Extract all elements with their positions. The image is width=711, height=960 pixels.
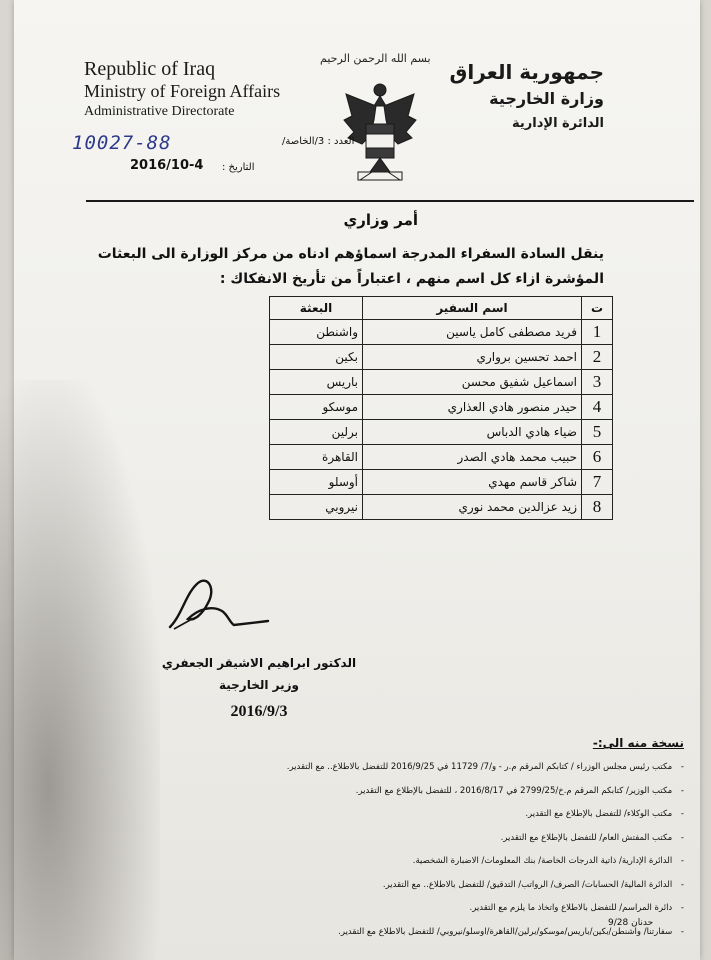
mission-city: موسكو xyxy=(270,395,363,420)
row-number: 8 xyxy=(582,495,613,520)
row-number: 2 xyxy=(582,345,613,370)
document-page xyxy=(14,0,700,960)
mission-city: بكين xyxy=(270,345,363,370)
row-number: 3 xyxy=(582,370,613,395)
table-row xyxy=(270,420,613,445)
header-divider xyxy=(86,200,694,202)
row-number: 4 xyxy=(582,395,613,420)
table-row xyxy=(270,470,613,495)
row-number: 1 xyxy=(582,320,613,345)
row-number: 7 xyxy=(582,470,613,495)
table-row xyxy=(270,345,613,370)
arabic-letterhead xyxy=(449,58,604,136)
table-row xyxy=(270,395,613,420)
mission-city: نيروبي xyxy=(270,495,363,520)
reference-date: 2016/10-4 xyxy=(130,158,204,173)
basmala: بسم الله الرحمن الرحيم xyxy=(320,52,431,65)
english-directorate: Administrative Directorate xyxy=(84,104,235,119)
ambassador-name: اسماعيل شفيق محسن xyxy=(363,370,582,395)
mission-city: باريس xyxy=(270,370,363,395)
mission-city: برلين xyxy=(270,420,363,445)
reference-number: 10027-88 xyxy=(72,132,172,154)
arabic-ministry: وزارة الخارجية xyxy=(489,89,604,108)
arabic-directorate: الدائرة الإدارية xyxy=(512,116,604,131)
ambassador-name: ضياء هادي الدباس xyxy=(363,420,582,445)
signatory-block xyxy=(154,652,364,724)
table-row xyxy=(270,495,613,520)
order-body: ينقل السادة السفراء المدرجة اسماؤهم ادناه من مركز الوزارة الى البعثات المؤشرة ازاء كل اسم منهم ، اعتباراً من تأريخ الانفكاك : xyxy=(97,246,604,287)
typist-initials: حدنان 9/28 xyxy=(608,918,654,928)
reference-date-label: التاريخ : xyxy=(222,162,255,173)
ambassador-name: زيد عزالدين محمد نوري xyxy=(363,495,582,520)
table-row xyxy=(270,445,613,470)
list-item: - دائرة المراسم/ للتفضل بالاطلاع واتخاذ ما يلزم مع التقدير. xyxy=(214,897,684,921)
reference-number-label: العدد : 3/الخاصة/ xyxy=(282,136,355,147)
list-item: - مكتب الوكلاء/ للتفضل بالإطلاع مع التقدير. xyxy=(214,803,684,827)
column-header-name: اسم السفير xyxy=(363,297,582,320)
mission-city: واشنطن xyxy=(270,320,363,345)
order-title: أمر وزاري xyxy=(343,211,418,229)
ambassador-name: حبيب محمد هادي الصدر xyxy=(363,445,582,470)
english-letterhead xyxy=(84,58,280,122)
mission-city: القاهرة xyxy=(270,445,363,470)
ambassador-name: فريد مصطفى كامل ياسين xyxy=(363,320,582,345)
row-number: 5 xyxy=(582,420,613,445)
column-header-mission: البعثة xyxy=(270,297,363,320)
list-item: - مكتب المفتش العام/ للتفضل بالإطلاع مع التقدير. xyxy=(214,827,684,851)
row-number: 6 xyxy=(582,445,613,470)
list-item: - مكتب الوزير/ كتابكم المرقم م.خ/2799/25 في 2016/8/17 ، للتفضل بالإطلاع مع التقدير. xyxy=(214,780,684,804)
signature-scribble xyxy=(164,575,274,635)
signature-date: 2016/9/3 xyxy=(230,703,288,720)
ambassadors-table xyxy=(269,296,613,520)
iraq-eagle-emblem-icon xyxy=(340,76,420,184)
english-ministry: Ministry of Foreign Affairs xyxy=(84,81,281,101)
ambassador-name: حيدر منصور هادي العذاري xyxy=(363,395,582,420)
table-header-row xyxy=(270,297,613,320)
table-row xyxy=(270,370,613,395)
ambassador-name: شاكر قاسم مهدي xyxy=(363,470,582,495)
table-row xyxy=(270,320,613,345)
signatory-name: الدكتور ابراهيم الاشيقر الجعفري xyxy=(161,656,357,670)
distribution-list xyxy=(214,736,684,944)
mission-city: أوسلو xyxy=(270,470,363,495)
ambassador-name: احمد تحسين برواري xyxy=(363,345,582,370)
list-item: - الدائرة الإدارية/ ذاتية الدرجات الخاصة/ بنك المعلومات/ الاضبارة الشخصية. xyxy=(214,850,684,874)
list-item: - سفارتنا/ واشنطن/بكين/باريس/موسكو/برلين/القاهرة/اوسلو/نيروبي/ للتفضل بالاطلاع مع التقدير. xyxy=(214,921,684,945)
distribution-heading: نسخة منه الى:- xyxy=(592,736,684,750)
column-header-number: ت xyxy=(582,297,613,320)
list-item: - الدائرة المالية/ الحسابات/ الصرف/ الرواتب/ التدقيق/ للتفضل بالاطلاع.. مع التقدير. xyxy=(214,874,684,898)
english-country: Republic of Iraq xyxy=(84,58,216,80)
arabic-country: جمهورية العراق xyxy=(449,60,604,84)
signatory-title: وزير الخارجية xyxy=(218,678,300,692)
list-item: - مكتب رئيس مجلس الوزراء / كتابكم المرقم م.ر - و/7/ 11729 في 2016/9/25 للتفضل بالاطلاع.. مع التقدير. xyxy=(214,756,684,780)
